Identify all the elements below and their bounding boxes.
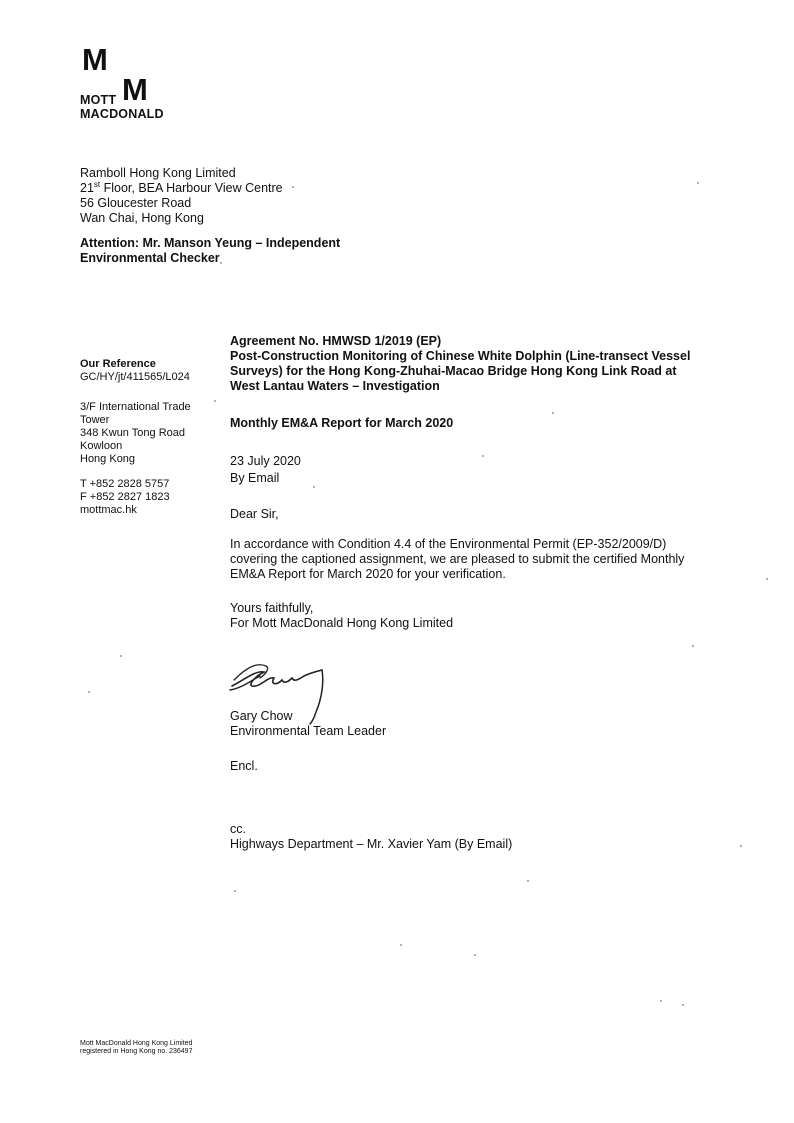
subject-line: Agreement No. HMWSD 1/2019 (EP) bbox=[230, 334, 442, 348]
footer-registration: registered in Hong Kong no. 236497 bbox=[80, 1048, 193, 1055]
logo-letter-bottom: M bbox=[122, 72, 148, 107]
recipient-floor bbox=[80, 181, 283, 196]
sidebar-reference bbox=[80, 358, 190, 384]
scan-speck bbox=[552, 412, 554, 414]
delivery-method: By Email bbox=[230, 471, 280, 485]
subject-line: Post-Construction Monitoring of Chinese White Dolphin (Line-transect Vessel bbox=[230, 349, 691, 363]
floor-rest: Floor, BEA Harbour View Centre bbox=[100, 181, 283, 195]
phone-number: T +852 2828 5757 bbox=[80, 478, 170, 490]
scan-speck bbox=[120, 655, 122, 657]
scan-speck bbox=[660, 1000, 662, 1002]
scan-speck bbox=[692, 645, 694, 647]
scan-speck bbox=[88, 691, 90, 693]
logo-letter-top: M bbox=[82, 42, 108, 77]
recipient-street: 56 Gloucester Road bbox=[80, 196, 192, 210]
logo-word-mott: MOTT bbox=[80, 93, 117, 107]
floor-number: 21 bbox=[80, 181, 94, 195]
office-address-line: 348 Kwun Tong Road bbox=[80, 427, 185, 439]
signer-name: Gary Chow bbox=[230, 709, 293, 723]
report-title: Monthly EM&A Report for March 2020 bbox=[230, 416, 454, 430]
floor-suffix: st bbox=[93, 179, 101, 189]
cc-block bbox=[230, 822, 512, 852]
scan-speck bbox=[220, 262, 222, 264]
letter-date: 23 July 2020 bbox=[230, 454, 301, 468]
attention-line-1: Attention: Mr. Manson Yeung – Independent bbox=[80, 236, 341, 250]
office-address-line: Hong Kong bbox=[80, 453, 136, 465]
scan-speck bbox=[740, 845, 742, 847]
scan-speck bbox=[234, 890, 236, 892]
recipient-name: Ramboll Hong Kong Limited bbox=[80, 166, 236, 180]
fax-number: F +852 2827 1823 bbox=[80, 491, 170, 503]
attention-line-2: Environmental Checker bbox=[80, 251, 220, 265]
scan-speck bbox=[474, 954, 476, 956]
recipient-address bbox=[80, 166, 283, 226]
footer-company: Mott MacDonald Hong Kong Limited bbox=[80, 1040, 193, 1047]
date-block bbox=[230, 454, 301, 486]
office-address-line: 3/F International Trade bbox=[80, 401, 191, 413]
reference-value: GC/HY/jt/411565/L024 bbox=[80, 371, 190, 383]
office-address-line: Tower bbox=[80, 414, 110, 426]
office-address-line: Kowloon bbox=[80, 440, 123, 452]
cc-recipient: Highways Department – Mr. Xavier Yam (By Email) bbox=[230, 837, 513, 851]
scan-speck bbox=[527, 880, 529, 882]
scan-speck bbox=[697, 182, 699, 184]
salutation: Dear Sir, bbox=[230, 507, 279, 521]
footer bbox=[80, 1040, 192, 1056]
closing-block bbox=[230, 601, 453, 631]
enclosure: Encl. bbox=[230, 759, 258, 773]
body-line: EM&A Report for March 2020 for your verification. bbox=[230, 567, 506, 581]
website: mottmac.hk bbox=[80, 504, 137, 516]
cc-label: cc. bbox=[230, 822, 246, 836]
company-line: For Mott MacDonald Hong Kong Limited bbox=[230, 616, 454, 630]
body-paragraph bbox=[230, 537, 684, 582]
body-line: covering the captioned assignment, we are pleased to submit the certified Monthly bbox=[230, 552, 685, 566]
reference-label: Our Reference bbox=[80, 358, 156, 370]
logo-word-macdonald: MACDONALD bbox=[80, 107, 164, 121]
scan-speck bbox=[400, 944, 402, 946]
signer-block bbox=[230, 709, 386, 739]
scan-speck bbox=[313, 486, 315, 488]
attention-block bbox=[80, 236, 340, 266]
signer-title: Environmental Team Leader bbox=[230, 724, 387, 738]
scan-speck bbox=[214, 400, 216, 402]
recipient-district: Wan Chai, Hong Kong bbox=[80, 211, 204, 225]
sidebar-contact bbox=[80, 478, 170, 517]
body-line: In accordance with Condition 4.4 of the Environmental Permit (EP-352/2009/D) bbox=[230, 537, 667, 551]
closing: Yours faithfully, bbox=[230, 601, 314, 615]
scan-speck bbox=[682, 1004, 684, 1006]
sidebar-office-address bbox=[80, 401, 191, 466]
scan-speck bbox=[482, 455, 484, 457]
subject-line: West Lantau Waters – Investigation bbox=[230, 379, 440, 393]
subject-line: Surveys) for the Hong Kong-Zhuhai-Macao Bridge Hong Kong Link Road at bbox=[230, 364, 677, 378]
subject-block bbox=[230, 334, 690, 394]
scan-speck bbox=[292, 186, 294, 188]
scan-speck bbox=[766, 578, 768, 580]
